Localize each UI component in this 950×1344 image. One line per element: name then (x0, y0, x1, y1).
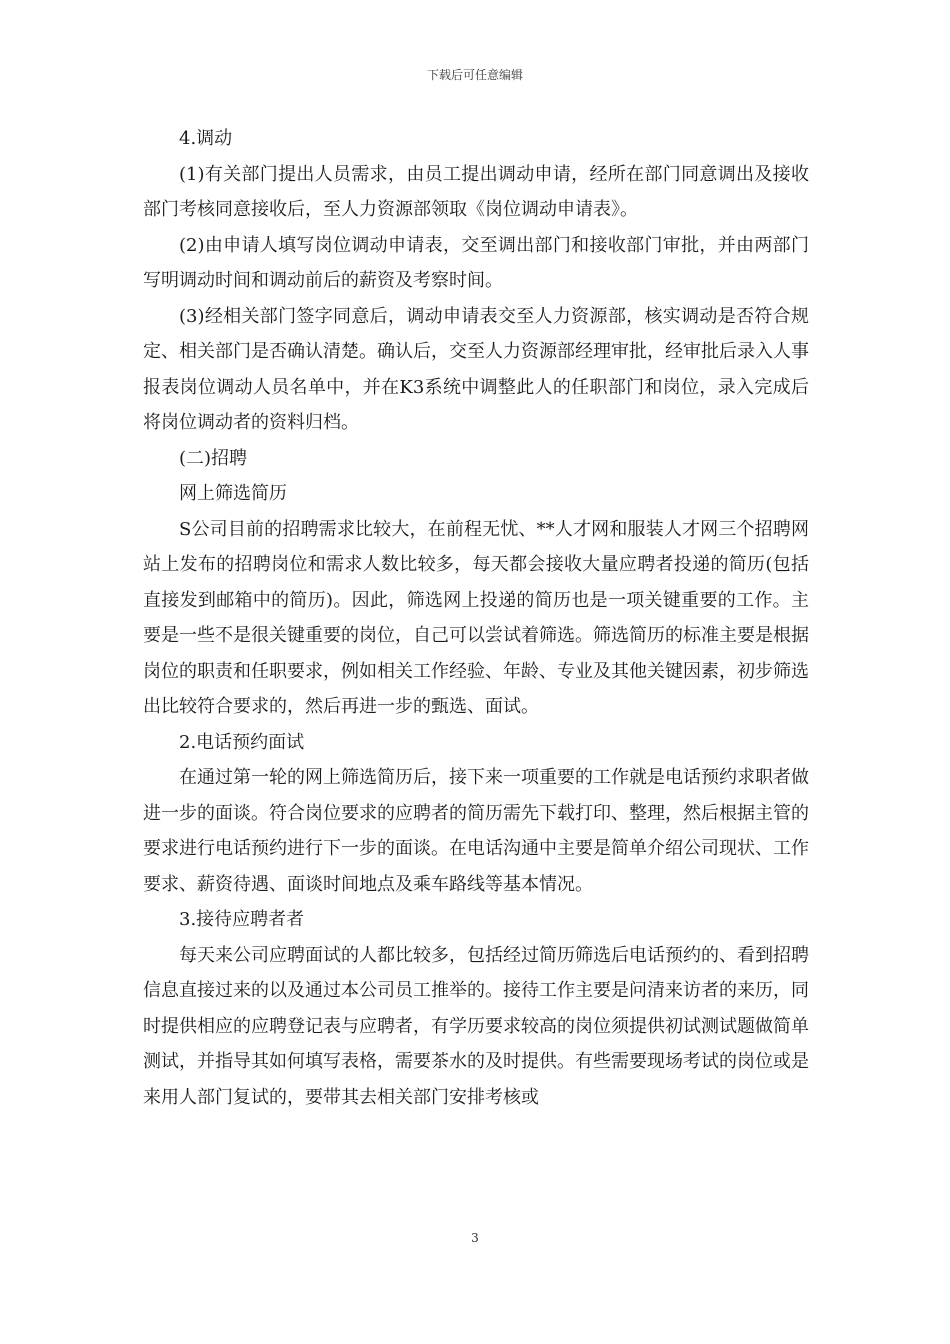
document-body (143, 121, 809, 1115)
subheading-phone-interview: 2.电话预约面试 (179, 731, 305, 753)
paragraph: 每天来公司应聘面试的人都比较多，包括经过简历筛选后电话预约的、看到招聘信息直接过来的以及通过本公司员工推举的。接待工作主要是问清来访者的来历，同时提供相应的应聘登记表与应聘者，有学历要求较高的岗位须提供初试测试题做简单测试，并指导其如何填写表格，需要茶水的及时提供。有些需要现场考试的岗位或是来用人部门复试的，要带其去相关部门安排考核或 (143, 944, 809, 1108)
paragraph: (3)经相关部门签字同意后，调动申请表交至人力资源部，核实调动是否符合规定、相关部门是否确认清楚。确认后，交至人力资源部经理审批，经审批后录入人事报表岗位调动人员名单中，并在K3系统中调整此人的任职部门和岗位，录入完成后将岗位调动者的资料归档。 (143, 305, 809, 433)
subheading-reception: 3.接待应聘者者 (179, 909, 305, 930)
section-heading-recruitment: (二)招聘 (179, 447, 248, 469)
subheading-online-screening: 网上筛选简历 (179, 483, 287, 504)
page-number: 3 (471, 1231, 479, 1245)
paragraph: S公司目前的招聘需求比较大，在前程无忧、**人才网和服装人才网三个招聘网站上发布的招聘岗位和需求人数比较多，每天都会接收大量应聘者投递的简历(包括直接发到邮箱中的简历)。因此，筛选网上投递的简历也是一项关键重要的工作。主要是一些不是很关键重要的岗位，自己可以尝试着筛选。筛选简历的标准主要是根据岗位的职责和任职要求，例如相关工作经验、年龄、专业及其他关键因素，初步筛选出比较符合要求的，然后再进一步的甄选、面试。 (143, 518, 809, 717)
section-heading-transfer: 4.调动 (179, 128, 233, 149)
paragraph: (2)由申请人填写岗位调动申请表，交至调出部门和接收部门审批，并由两部门写明调动时间和调动前后的薪资及考察时间。 (143, 234, 809, 291)
paragraph: 在通过第一轮的网上筛选简历后，接下来一项重要的工作就是电话预约求职者做进一步的面谈。符合岗位要求的应聘者的简历需先下载打印、整理，然后根据主管的要求进行电话预约进行下一步的面谈。在电话沟通中主要是简单介绍公司现状、工作要求、薪资待遇、面谈时间地点及乘车路线等基本情况。 (143, 767, 809, 895)
page-header: 下载后可任意编辑 (426, 68, 523, 82)
paragraph: (1)有关部门提出人员需求，由员工提出调动申请，经所在部门同意调出及接收部门考核同意接收后，至人力资源部领取《岗位调动申请表》。 (143, 163, 809, 220)
